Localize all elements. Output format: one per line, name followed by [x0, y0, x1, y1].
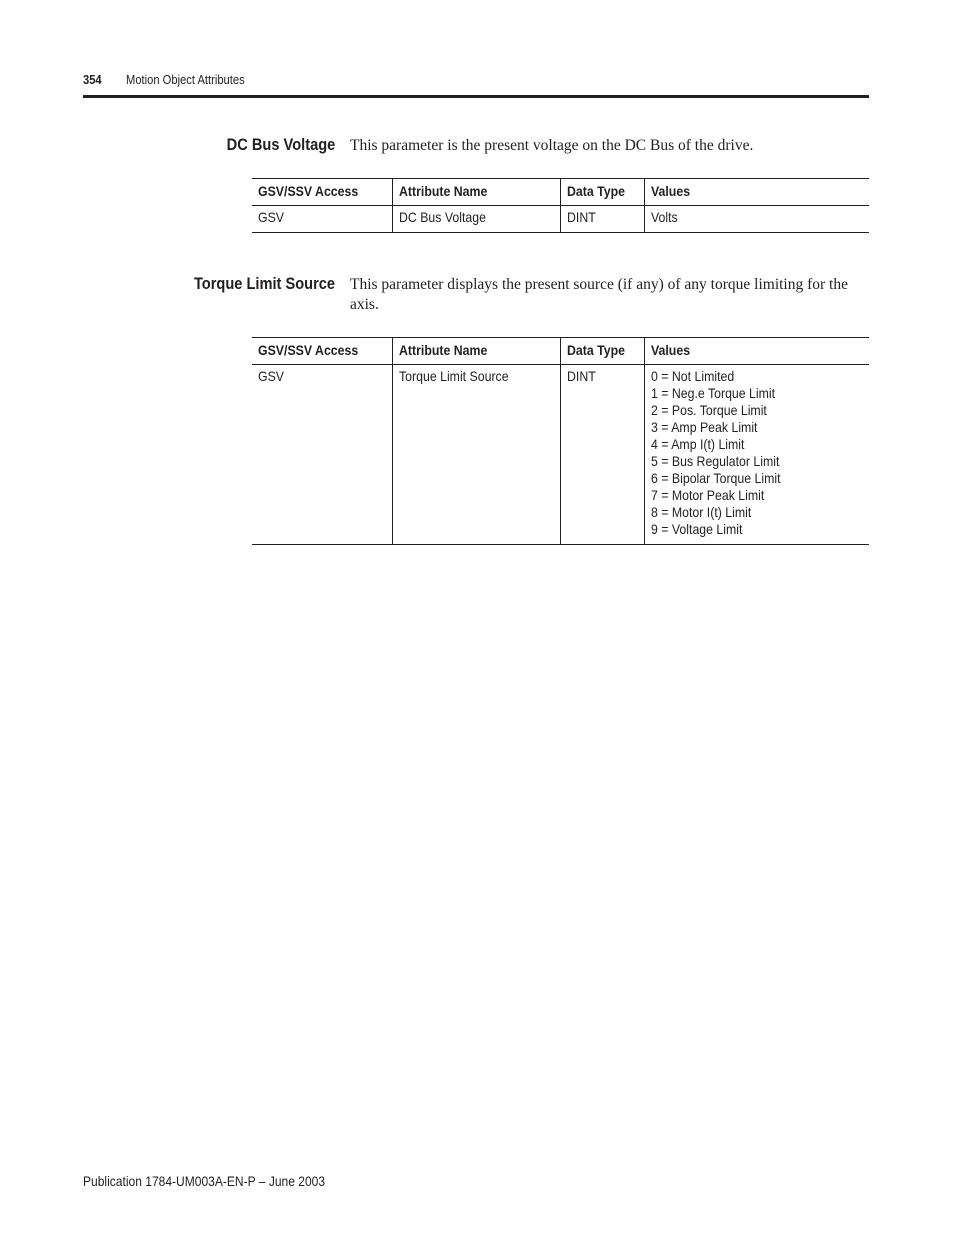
cell-values [644, 365, 869, 545]
page-header [83, 72, 759, 90]
torque-limit-source-table [252, 337, 869, 545]
cell-access: GSV [252, 365, 392, 545]
running-header-title: Motion Object Attributes [126, 72, 245, 87]
torque-limit-source-heading: Torque Limit Source [193, 274, 335, 293]
torque-limit-source-description: This parameter displays the present source (if any) of any torque limiting for the axis. [350, 276, 848, 313]
value-item: 9 = Voltage Limit [650, 521, 742, 537]
table-header-row [252, 179, 869, 206]
cell-data-type: DINT [560, 206, 644, 233]
cell-data-type: DINT [560, 365, 644, 545]
column-header-attribute-name: Attribute Name [392, 179, 560, 206]
cell-access: GSV [252, 206, 392, 233]
table-row [252, 365, 869, 545]
cell-attribute-name: Torque Limit Source [392, 365, 560, 545]
cell-attribute-name: DC Bus Voltage [392, 206, 560, 233]
page-number: 354 [83, 72, 102, 87]
column-header-values: Values [644, 338, 869, 365]
value-item: 4 = Amp I(t) Limit [650, 436, 744, 452]
dc-bus-voltage-table [252, 178, 869, 233]
table-row [252, 206, 869, 233]
column-header-data-type: Data Type [560, 179, 644, 206]
value-item: 8 = Motor I(t) Limit [650, 504, 751, 520]
column-header-attribute-name: Attribute Name [392, 338, 560, 365]
value-item: 7 = Motor Peak Limit [650, 487, 764, 503]
value-item: 5 = Bus Regulator Limit [650, 453, 779, 469]
value-item: 0 = Not Limited [650, 368, 734, 384]
column-header-data-type: Data Type [560, 338, 644, 365]
publication-footer: Publication 1784-UM003A-EN-P – June 2003 [83, 1173, 326, 1189]
value-item: Volts [650, 209, 678, 225]
value-item: 3 = Amp Peak Limit [650, 419, 757, 435]
value-item: 2 = Pos. Torque Limit [650, 402, 767, 418]
header-rule [83, 95, 869, 98]
dc-bus-voltage-heading: DC Bus Voltage [226, 135, 335, 154]
value-item: 6 = Bipolar Torque Limit [650, 470, 781, 486]
column-header-access: GSV/SSV Access [252, 338, 392, 365]
value-item: 1 = Neg.e Torque Limit [650, 385, 775, 401]
column-header-access: GSV/SSV Access [252, 179, 392, 206]
dc-bus-voltage-description: This parameter is the present voltage on the DC Bus of the drive. [350, 137, 754, 154]
cell-values [644, 206, 869, 233]
column-header-values: Values [644, 179, 869, 206]
table-header-row [252, 338, 869, 365]
